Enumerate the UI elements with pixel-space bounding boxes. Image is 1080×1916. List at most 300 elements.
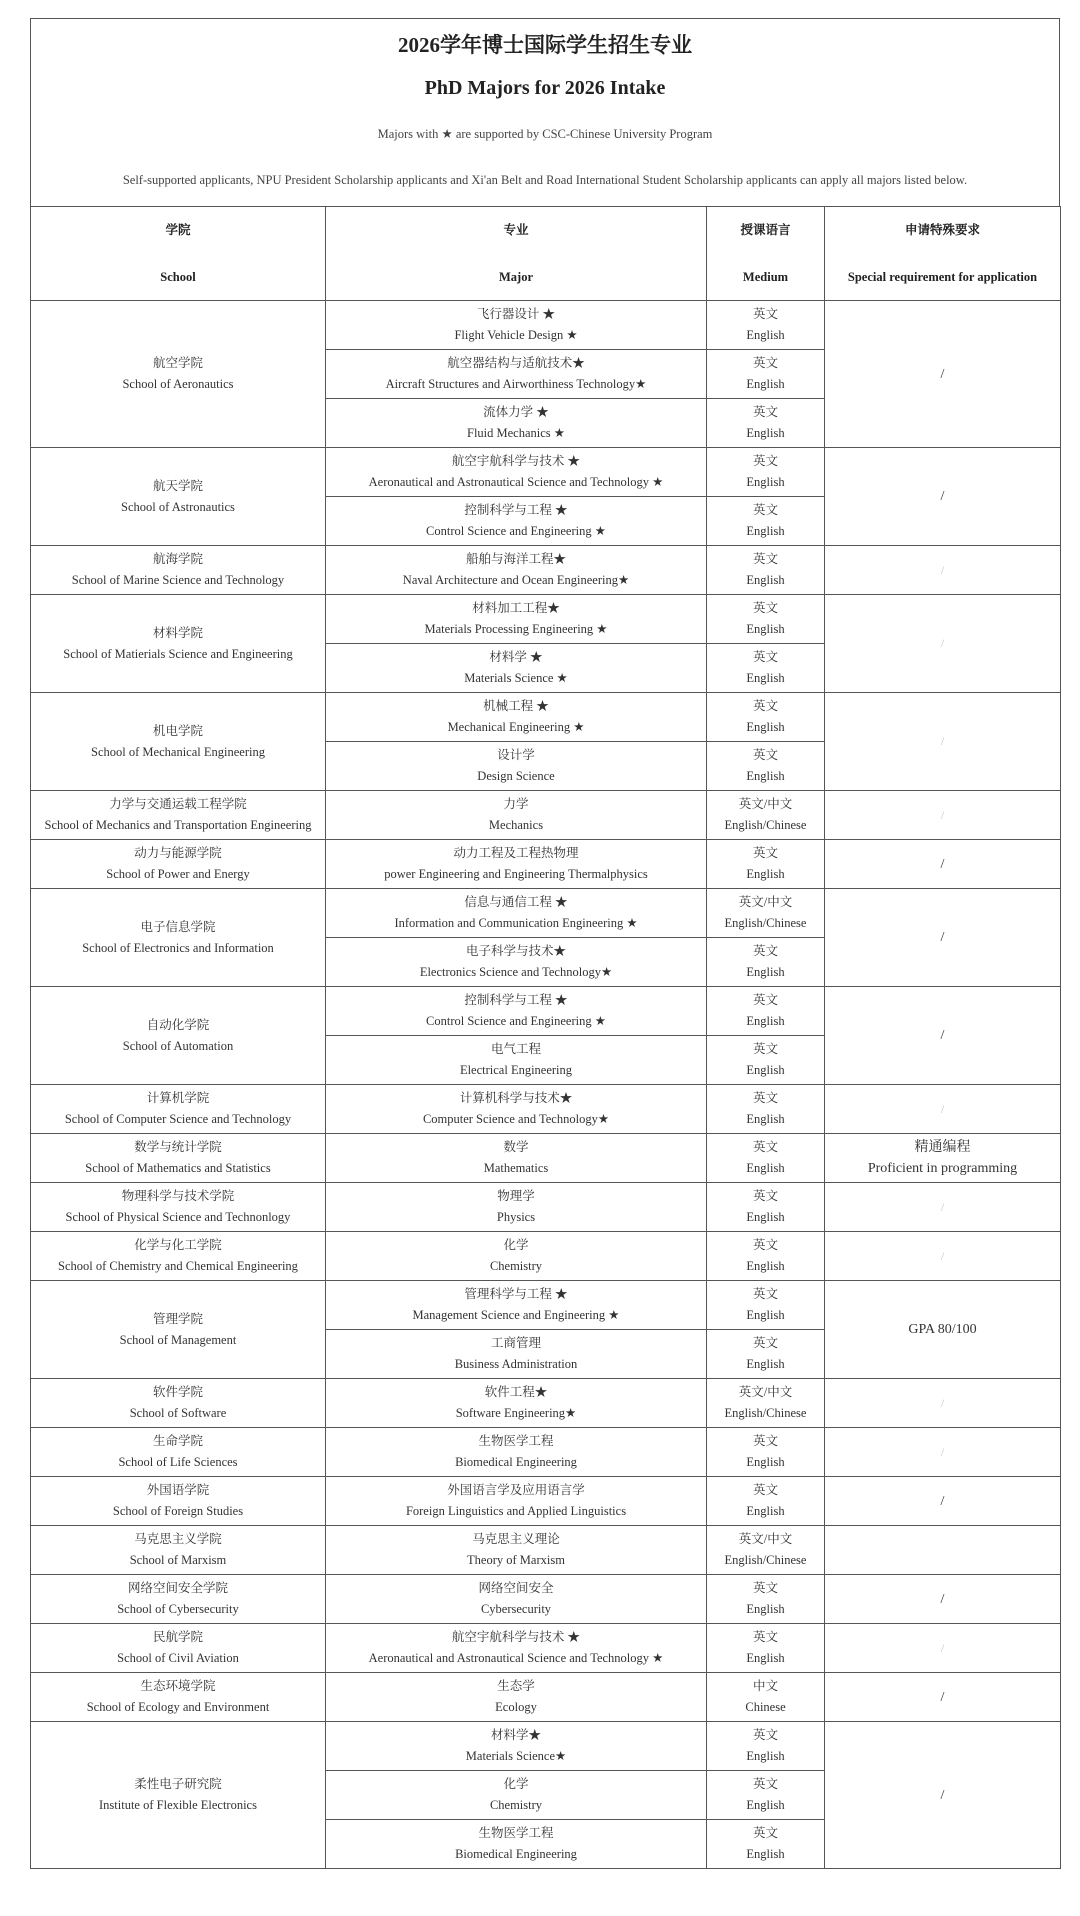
- medium-cell: [707, 1036, 825, 1085]
- major-cell: [326, 938, 707, 987]
- requirement-text: /: [940, 1689, 945, 1705]
- school-name-en: School of Mechanical Engineering: [91, 744, 265, 759]
- medium-cn: 英文: [752, 1483, 778, 1497]
- school-name-en: School of Management: [119, 1332, 237, 1347]
- table-row: [31, 595, 1061, 644]
- school-name-cn: 自动化学院: [146, 1017, 210, 1032]
- school-name-cn: 马克思主义学院: [134, 1532, 222, 1546]
- school-cell: [31, 1183, 326, 1232]
- major-name-en: Foreign Linguistics and Applied Linguistics: [405, 1504, 627, 1518]
- requirement-cell: [825, 987, 1061, 1085]
- major-name-cn: 材料学 ★: [489, 650, 543, 664]
- major-cell: [326, 546, 707, 595]
- medium-cell: [707, 1771, 825, 1820]
- school-name-en: School of Automation: [122, 1038, 234, 1053]
- requirement-cell: [825, 1379, 1061, 1428]
- major-name-en: Fluid Mechanics ★: [467, 426, 565, 440]
- major-name-en: Software Engineering★: [455, 1406, 577, 1420]
- medium-cn: 中文: [752, 1679, 778, 1693]
- medium-en: English: [746, 1651, 785, 1665]
- medium-cell: [707, 1722, 825, 1771]
- medium-cell: [707, 1232, 825, 1281]
- major-name-cn: 化学: [503, 1238, 529, 1252]
- major-cell: [326, 1624, 707, 1673]
- school-name-en: School of Cybersecurity: [117, 1602, 239, 1616]
- major-name-en: Business Administration: [454, 1357, 578, 1371]
- major-name-cn: 船舶与海洋工程★: [465, 552, 566, 566]
- major-name-en: Aircraft Structures and Airworthiness Technology★: [385, 377, 647, 391]
- medium-cn: 英文: [752, 1287, 778, 1301]
- header-medium-en: Medium: [742, 269, 789, 284]
- header-major-cn: 专业: [503, 222, 529, 237]
- school-name-en: School of Astronautics: [121, 499, 235, 514]
- table-row: [31, 987, 1061, 1036]
- requirement-cell: [825, 1673, 1061, 1722]
- major-name-cn: 航空宇航科学与技术 ★: [451, 1630, 581, 1644]
- school-cell: [31, 546, 326, 595]
- school-name-cn: 管理学院: [152, 1311, 203, 1326]
- medium-cell: [707, 840, 825, 889]
- header-medium: [707, 207, 825, 301]
- requirement-text: /: [940, 1199, 945, 1214]
- medium-en: English: [746, 1112, 785, 1126]
- medium-cell: [707, 1183, 825, 1232]
- school-cell: [31, 840, 326, 889]
- medium-cell: [707, 497, 825, 546]
- csc-note: Majors with ★ are supported by CSC-Chinese University Program: [377, 127, 713, 141]
- major-cell: [326, 301, 707, 350]
- major-name-en: Cybersecurity: [480, 1602, 552, 1616]
- requirement-text: /: [940, 636, 945, 650]
- medium-cn: 英文/中文: [738, 1385, 793, 1399]
- medium-en: English: [746, 965, 785, 979]
- medium-en: English: [746, 622, 785, 636]
- school-name-cn: 柔性电子研究院: [134, 1777, 222, 1791]
- requirement-text: /: [940, 856, 945, 872]
- major-name-en: Chemistry: [489, 1798, 543, 1812]
- requirement-text: /: [940, 1640, 945, 1655]
- medium-en: English/Chinese: [724, 916, 807, 930]
- table-row: [31, 791, 1061, 840]
- table-header-row: [31, 207, 1061, 301]
- requirement-text: /: [940, 562, 945, 577]
- school-name-cn: 电子信息学院: [140, 919, 216, 934]
- medium-cn: 英文: [752, 405, 778, 419]
- medium-cn: 英文: [752, 307, 778, 321]
- requirement-text: /: [940, 930, 945, 945]
- header-medium-cn: 授课语言: [740, 222, 791, 237]
- major-name-cn: 工商管理: [490, 1336, 541, 1350]
- major-name-cn: 管理科学与工程 ★: [464, 1287, 568, 1301]
- requirement-text-en: Proficient in programming: [867, 1161, 1018, 1176]
- header-school-cn: 学院: [165, 222, 191, 237]
- major-name-cn: 生物医学工程: [478, 1434, 554, 1448]
- requirement-cell: [825, 791, 1061, 840]
- medium-cn: 英文: [752, 454, 778, 468]
- table-row: [31, 546, 1061, 595]
- medium-en: English: [746, 769, 785, 783]
- major-name-en: Flight Vehicle Design ★: [454, 328, 578, 342]
- table-row: [31, 448, 1061, 497]
- medium-cn: 英文: [752, 1189, 778, 1203]
- school-cell: [31, 1134, 326, 1183]
- medium-cn: 英文: [752, 1434, 778, 1448]
- medium-cn: 英文: [752, 748, 778, 762]
- table-row: [31, 1575, 1061, 1624]
- school-name-en: Institute of Flexible Electronics: [99, 1798, 257, 1812]
- major-name-en: Biomedical Engineering: [455, 1847, 577, 1861]
- major-name-en: Materials Processing Engineering ★: [424, 622, 608, 636]
- school-cell: [31, 889, 326, 987]
- medium-cell: [707, 595, 825, 644]
- medium-cn: 英文: [752, 1728, 778, 1742]
- school-name-en: School of Chemistry and Chemical Engineering: [58, 1259, 298, 1273]
- requirement-text: /: [940, 1493, 945, 1509]
- requirement-cell: [825, 840, 1061, 889]
- school-name-cn: 力学与交通运载工程学院: [109, 797, 247, 811]
- header-requirement: [825, 207, 1061, 301]
- major-cell: [326, 399, 707, 448]
- school-cell: [31, 1575, 326, 1624]
- school-cell: [31, 301, 326, 448]
- medium-en: English: [746, 1357, 785, 1371]
- requirement-cell: [825, 1722, 1061, 1869]
- medium-cn: 英文/中文: [738, 1532, 793, 1546]
- requirement-text: /: [940, 1787, 945, 1803]
- major-name-cn: 外国语言学及应用语言学: [447, 1483, 585, 1497]
- school-cell: [31, 1722, 326, 1869]
- table-row: [31, 1477, 1061, 1526]
- medium-cn: 英文: [752, 552, 778, 566]
- school-cell: [31, 1526, 326, 1575]
- requirement-text: /: [940, 1591, 945, 1607]
- major-name-cn: 飞行器设计 ★: [476, 307, 556, 321]
- major-name-en: Aeronautical and Astronautical Science and Technology ★: [368, 1651, 664, 1665]
- major-cell: [326, 1085, 707, 1134]
- medium-en: English: [746, 475, 785, 489]
- table-row: [31, 1673, 1061, 1722]
- school-cell: [31, 1232, 326, 1281]
- major-name-en: Aeronautical and Astronautical Science and Technology ★: [368, 475, 664, 489]
- major-cell: [326, 1232, 707, 1281]
- medium-cell: [707, 1134, 825, 1183]
- medium-cell: [707, 1379, 825, 1428]
- requirement-cell: [825, 1183, 1061, 1232]
- medium-en: English: [746, 1602, 785, 1616]
- major-cell: [326, 1526, 707, 1575]
- header-school-en: School: [160, 269, 196, 284]
- medium-cn: 英文: [752, 1042, 778, 1056]
- school-name-en: School of Life Sciences: [118, 1455, 238, 1469]
- major-cell: [326, 1820, 707, 1869]
- header-major-en: Major: [498, 269, 533, 284]
- major-name-en: Management Science and Engineering ★: [412, 1308, 620, 1322]
- major-cell: [326, 791, 707, 840]
- requirement-text: /: [940, 1028, 945, 1043]
- medium-en: English: [746, 1259, 785, 1273]
- medium-cn: 英文: [752, 1826, 778, 1840]
- header-major: [326, 207, 707, 301]
- medium-en: English/Chinese: [724, 1553, 807, 1567]
- major-name-en: Information and Communication Engineering ★: [394, 916, 638, 930]
- medium-cell: [707, 938, 825, 987]
- medium-cn: 英文: [752, 1238, 778, 1252]
- medium-cell: [707, 1428, 825, 1477]
- medium-en: English: [746, 1847, 785, 1861]
- majors-table: [30, 206, 1061, 1869]
- medium-cn: 英文: [752, 1777, 778, 1791]
- table-row: [31, 889, 1061, 938]
- major-name-cn: 设计学: [497, 748, 535, 762]
- school-cell: [31, 1477, 326, 1526]
- medium-cn: 英文: [752, 699, 778, 713]
- school-name-cn: 外国语学院: [146, 1483, 210, 1497]
- major-name-cn: 力学: [503, 797, 529, 811]
- medium-en: English: [746, 1798, 785, 1812]
- major-cell: [326, 1379, 707, 1428]
- medium-cn: 英文: [752, 993, 778, 1007]
- school-name-cn: 民航学院: [152, 1630, 203, 1644]
- major-name-en: Computer Science and Technology★: [422, 1112, 610, 1126]
- school-cell: [31, 1281, 326, 1379]
- requirement-text: /: [940, 1444, 945, 1459]
- major-name-en: Naval Architecture and Ocean Engineering★: [402, 573, 630, 587]
- school-cell: [31, 1085, 326, 1134]
- medium-en: English: [746, 328, 785, 342]
- medium-cn: 英文: [752, 846, 778, 860]
- major-name-en: Ecology: [495, 1700, 537, 1714]
- major-cell: [326, 497, 707, 546]
- requirement-cell: [825, 301, 1061, 448]
- requirement-cell: [825, 1477, 1061, 1526]
- medium-en: English/Chinese: [724, 1406, 807, 1420]
- requirement-text: /: [940, 1248, 945, 1263]
- school-name-en: School of Ecology and Environment: [86, 1700, 270, 1714]
- medium-cell: [707, 693, 825, 742]
- major-name-cn: 电气工程: [490, 1042, 541, 1056]
- school-name-en: School of Computer Science and Technology: [64, 1112, 292, 1126]
- school-cell: [31, 1624, 326, 1673]
- requirement-text: /: [940, 366, 945, 382]
- major-name-cn: 生态学: [497, 1679, 535, 1693]
- table-row: [31, 301, 1061, 350]
- header-school: [31, 207, 326, 301]
- medium-en: Chinese: [745, 1700, 786, 1714]
- medium-en: English/Chinese: [724, 818, 807, 832]
- medium-en: English: [746, 720, 785, 734]
- medium-cell: [707, 987, 825, 1036]
- requirement-cell: [825, 1232, 1061, 1281]
- major-name-en: Control Science and Engineering ★: [426, 524, 606, 538]
- medium-en: English: [746, 1749, 785, 1763]
- medium-cn: 英文: [752, 944, 778, 958]
- major-name-cn: 流体力学 ★: [483, 405, 549, 419]
- major-name-en: Chemistry: [489, 1259, 543, 1273]
- school-name-cn: 网络空间安全学院: [127, 1581, 228, 1595]
- medium-cell: [707, 301, 825, 350]
- requirement-cell: [825, 1526, 1061, 1575]
- medium-cell: [707, 889, 825, 938]
- major-cell: [326, 1428, 707, 1477]
- majors-document: [30, 18, 1060, 1869]
- requirement-text: GPA 80/100: [908, 1322, 977, 1337]
- major-cell: [326, 987, 707, 1036]
- requirement-cell: [825, 448, 1061, 546]
- school-cell: [31, 1379, 326, 1428]
- school-cell: [31, 448, 326, 546]
- major-name-cn: 化学: [503, 1777, 529, 1791]
- medium-en: English: [746, 573, 785, 587]
- medium-cell: [707, 742, 825, 791]
- medium-cn: 英文: [752, 503, 778, 517]
- school-name-en: School of Mathematics and Statistics: [85, 1161, 271, 1175]
- major-name-cn: 航空器结构与适航技术★: [447, 356, 585, 370]
- major-name-cn: 动力工程及工程热物理: [453, 846, 579, 860]
- table-row: [31, 1183, 1061, 1232]
- school-cell: [31, 791, 326, 840]
- school-name-cn: 计算机学院: [146, 1091, 210, 1105]
- medium-cell: [707, 350, 825, 399]
- document-header: [30, 18, 1060, 206]
- requirement-cell: [825, 1134, 1061, 1183]
- major-name-en: Control Science and Engineering ★: [426, 1014, 606, 1028]
- major-cell: [326, 1477, 707, 1526]
- major-cell: [326, 889, 707, 938]
- major-name-en: Electrical Engineering: [459, 1063, 573, 1077]
- table-row: [31, 840, 1061, 889]
- major-cell: [326, 1575, 707, 1624]
- major-name-en: Mechanical Engineering ★: [447, 720, 585, 734]
- major-cell: [326, 840, 707, 889]
- requirement-text: /: [940, 734, 945, 748]
- school-name-cn: 数学与统计学院: [134, 1140, 222, 1154]
- school-name-cn: 生命学院: [152, 1434, 203, 1448]
- medium-en: English: [746, 1210, 785, 1224]
- medium-cell: [707, 399, 825, 448]
- medium-en: English: [746, 426, 785, 440]
- school-name-cn: 化学与化工学院: [134, 1238, 222, 1252]
- school-name-en: School of Marine Science and Technology: [71, 573, 285, 587]
- major-cell: [326, 595, 707, 644]
- major-cell: [326, 1722, 707, 1771]
- requirement-text: /: [940, 807, 945, 822]
- school-name-en: School of Electronics and Information: [82, 940, 274, 955]
- medium-cn: 英文: [752, 650, 778, 664]
- major-name-cn: 机械工程 ★: [483, 699, 549, 713]
- medium-cell: [707, 1281, 825, 1330]
- school-name-cn: 动力与能源学院: [134, 846, 222, 860]
- school-name-en: School of Software: [129, 1406, 227, 1420]
- medium-cn: 英文: [752, 1336, 778, 1350]
- medium-en: English: [746, 867, 785, 881]
- table-row: [31, 1722, 1061, 1771]
- requirement-text: /: [940, 1101, 945, 1116]
- school-cell: [31, 595, 326, 693]
- medium-en: English: [746, 1161, 785, 1175]
- school-name-en: School of Matierials Science and Engineering: [63, 646, 293, 661]
- major-name-cn: 信息与通信工程 ★: [464, 895, 568, 909]
- major-name-cn: 生物医学工程: [478, 1826, 554, 1840]
- major-name-en: Materials Science★: [465, 1749, 567, 1763]
- major-name-cn: 材料加工工程★: [472, 601, 560, 615]
- major-name-cn: 物理学: [497, 1189, 535, 1203]
- major-cell: [326, 1771, 707, 1820]
- requirement-cell: [825, 546, 1061, 595]
- eligibility-note: Self-supported applicants, NPU President Scholarship applicants and Xi'an Belt and Road International Student Scholarship applicants can apply all majors listed below.: [122, 173, 968, 187]
- major-name-cn: 数学: [503, 1140, 529, 1154]
- major-name-cn: 软件工程★: [484, 1385, 548, 1399]
- table-row: [31, 693, 1061, 742]
- major-name-cn: 网络空间安全: [478, 1581, 554, 1595]
- major-cell: [326, 1281, 707, 1330]
- requirement-cell: [825, 1085, 1061, 1134]
- requirement-cell: [825, 693, 1061, 791]
- medium-cell: [707, 1624, 825, 1673]
- major-cell: [326, 1673, 707, 1722]
- school-name-en: School of Marxism: [129, 1553, 227, 1567]
- medium-en: English: [746, 1455, 785, 1469]
- medium-cn: 英文: [752, 1140, 778, 1154]
- school-name-cn: 航海学院: [152, 552, 203, 566]
- table-row: [31, 1281, 1061, 1330]
- major-name-en: Theory of Marxism: [467, 1553, 565, 1567]
- medium-cell: [707, 1526, 825, 1575]
- medium-en: English: [746, 524, 785, 538]
- medium-cell: [707, 448, 825, 497]
- medium-cell: [707, 1673, 825, 1722]
- header-requirement-en: Special requirement for application: [847, 269, 1038, 284]
- requirement-text: /: [940, 1395, 945, 1410]
- medium-cell: [707, 1820, 825, 1869]
- major-cell: [326, 1330, 707, 1379]
- requirement-text: 精通编程: [914, 1140, 971, 1155]
- table-row: [31, 1379, 1061, 1428]
- medium-cn: 英文: [752, 1091, 778, 1105]
- medium-cn: 英文: [752, 1630, 778, 1644]
- table-row: [31, 1624, 1061, 1673]
- school-name-cn: 航空学院: [152, 356, 203, 370]
- major-name-en: Electronics Science and Technology★: [419, 965, 613, 979]
- table-row: [31, 1134, 1061, 1183]
- medium-cn: 英文: [752, 1581, 778, 1595]
- school-name-cn: 物理科学与技术学院: [121, 1189, 235, 1203]
- major-name-cn: 计算机科学与技术★: [459, 1091, 573, 1105]
- table-row: [31, 1428, 1061, 1477]
- medium-en: English: [746, 377, 785, 391]
- school-name-en: School of Physical Science and Technonlogy: [65, 1210, 291, 1224]
- medium-cell: [707, 546, 825, 595]
- requirement-cell: [825, 889, 1061, 987]
- major-name-cn: 控制科学与工程 ★: [464, 993, 568, 1007]
- school-name-cn: 材料学院: [152, 625, 203, 640]
- school-cell: [31, 693, 326, 791]
- medium-cn: 英文: [752, 601, 778, 615]
- major-cell: [326, 1134, 707, 1183]
- medium-cn: 英文/中文: [738, 895, 793, 909]
- title-english: PhD Majors for 2026 Intake: [424, 77, 666, 99]
- major-cell: [326, 1183, 707, 1232]
- medium-en: English: [746, 1308, 785, 1322]
- major-name-cn: 控制科学与工程 ★: [464, 503, 568, 517]
- medium-cell: [707, 791, 825, 840]
- medium-cell: [707, 644, 825, 693]
- medium-en: English: [746, 1014, 785, 1028]
- school-name-cn: 生态环境学院: [140, 1679, 216, 1693]
- medium-cn: 英文: [752, 356, 778, 370]
- medium-cell: [707, 1085, 825, 1134]
- school-cell: [31, 1673, 326, 1722]
- table-row: [31, 1232, 1061, 1281]
